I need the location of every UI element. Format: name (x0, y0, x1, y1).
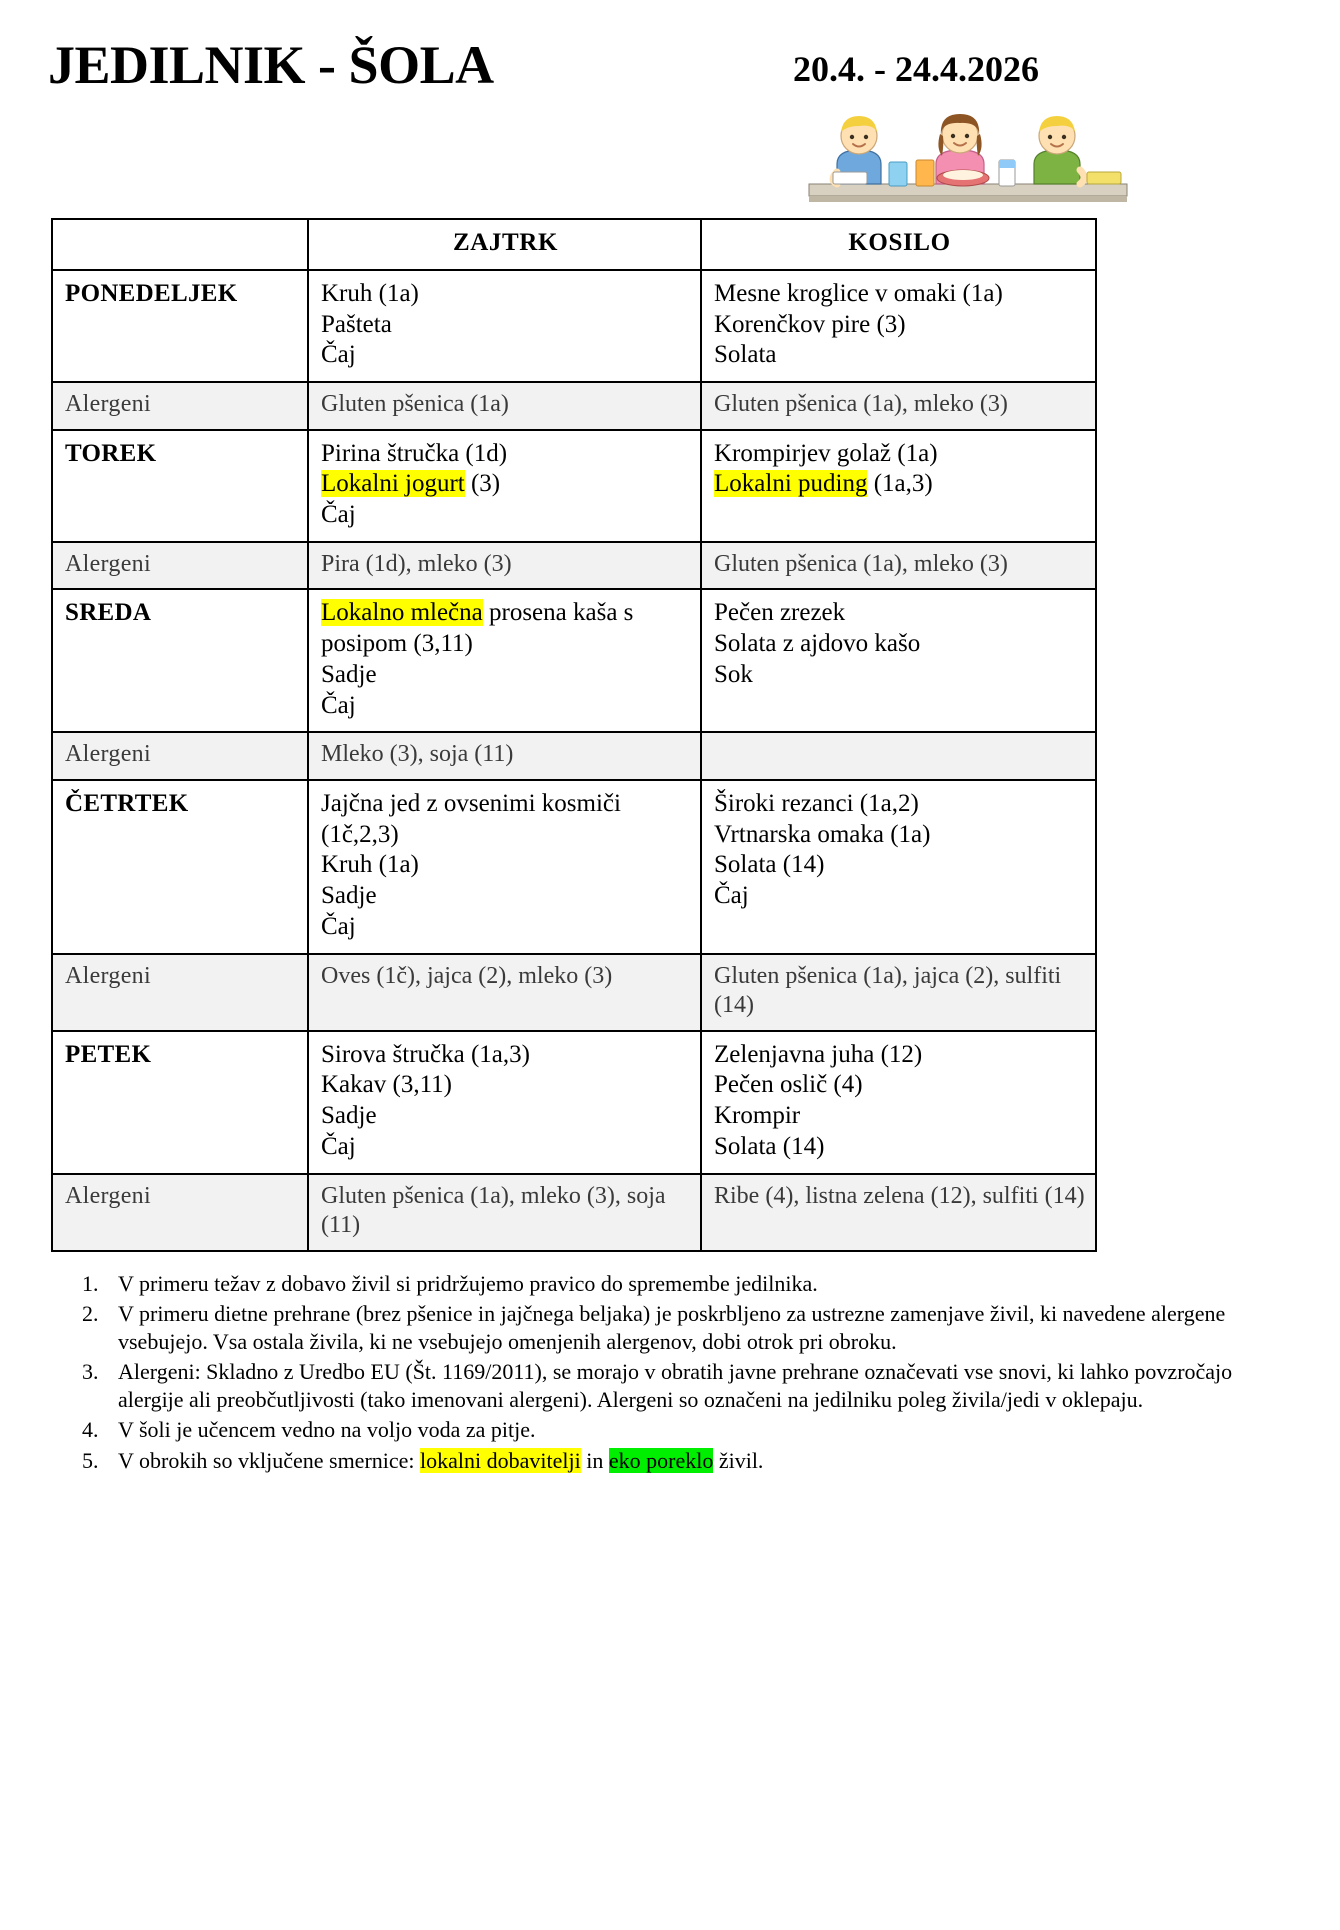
page-title: JEDILNIK - ŠOLA (48, 35, 494, 95)
menu-line: Pašteta (321, 310, 392, 338)
menu-line-rest: (1a,3) (867, 470, 933, 498)
table-row (52, 270, 1096, 382)
allergens-breakfast: Mleko (3), soja (11) (308, 732, 701, 780)
table-row (52, 430, 1096, 542)
day-label: PONEDELJEK (52, 270, 308, 382)
menu-line: Korenčkov pire (3) (714, 310, 906, 338)
menu-line: Čaj (714, 882, 749, 910)
table-row (52, 780, 1096, 954)
breakfast-cell (308, 270, 701, 382)
lunch-cell (701, 270, 1096, 382)
menu-line: Široki rezanci (1a,2) (714, 789, 919, 817)
menu-line: Kruh (1a) (321, 279, 419, 307)
menu-line: Sadje (321, 660, 377, 688)
note-item: 1. V primeru težav z dobavo živil si pridržujemo pravico do spremembe jedilnika. (104, 1270, 1290, 1298)
menu-line-highlighted (321, 469, 690, 500)
menu-line: Sirova štručka (1a,3) (321, 1040, 530, 1068)
allergens-lunch: Ribe (4), listna zelena (12), sulfiti (14) (701, 1174, 1096, 1251)
allergens-label: Alergeni (52, 732, 308, 780)
document-header (48, 18, 1300, 218)
menu-line: Krompir (714, 1102, 801, 1130)
menu-line-rest: (3) (464, 470, 501, 498)
breakfast-cell (308, 1031, 701, 1174)
menu-line: Čaj (321, 691, 356, 719)
menu-line-rest: prosena kaša s posipom (3,11) (321, 599, 634, 658)
lunch-cell (701, 430, 1096, 542)
allergens-row (52, 1174, 1096, 1251)
allergens-breakfast: Oves (1č), jajca (2), mleko (3) (308, 954, 701, 1031)
day-label: TOREK (52, 430, 308, 542)
menu-line: Solata (714, 341, 777, 369)
allergens-breakfast: Pira (1d), mleko (3) (308, 542, 701, 590)
note-item: 3. Alergeni: Skladno z Uredbo EU (Št. 1169/2011), se morajo v obratih javne prehrane označevati vse snovi, ki lahko povzročajo alergije ali preobčutljivosti (tako imenovani alergeni). Alergeni so označeni na jedilniku poleg živila/jedi v oklepaju. (104, 1358, 1290, 1414)
menu-line: Sadje (321, 882, 377, 910)
lunch-cell (701, 780, 1096, 954)
menu-line: Krompirjev golaž (1a) (714, 439, 938, 467)
allergens-breakfast: Gluten pšenica (1a), mleko (3), soja (11) (308, 1174, 701, 1251)
menu-line: Čaj (321, 501, 356, 529)
day-label: SREDA (52, 589, 308, 732)
menu-line: Pečen oslič (4) (714, 1071, 863, 1099)
note-middle-text: in (580, 1447, 609, 1473)
menu-line: Pirina štručka (1d) (321, 439, 508, 467)
menu-line: Čaj (321, 341, 356, 369)
allergens-row (52, 382, 1096, 430)
menu-line: Mesne kroglice v omaki (1a) (714, 279, 1003, 307)
allergens-lunch (701, 732, 1096, 780)
menu-line: Kakav (3,11) (321, 1071, 452, 1099)
menu-line: Pečen zrezek (714, 599, 846, 627)
note-item-highlighted (104, 1447, 1290, 1475)
allergens-label: Alergeni (52, 542, 308, 590)
menu-line-highlighted (714, 469, 1085, 500)
allergens-breakfast: Gluten pšenica (1a) (308, 382, 701, 430)
breakfast-cell (308, 589, 701, 732)
allergens-label: Alergeni (52, 954, 308, 1031)
local-food-highlight: Lokalni puding (714, 470, 868, 498)
weekly-menu-table (51, 218, 1097, 1252)
day-label: ČETRTEK (52, 780, 308, 954)
allergens-row (52, 542, 1096, 590)
note-item: 2. V primeru dietne prehrane (brez pšenice in jajčnega beljaka) je poskrbljeno za ustrezne zamenjave živil, ki navedene alergene vsebujejo. Vsa ostala živila, ki ne vsebujejo omenjenih alergenov, dobi otrok pri obroku. (104, 1300, 1290, 1356)
table-header-row (52, 219, 1096, 270)
notes-list (48, 1270, 1300, 1475)
lunch-cell (701, 1031, 1096, 1174)
local-food-highlight: Lokalni jogurt (321, 470, 465, 498)
eco-origin-highlight: eko poreklo (608, 1447, 714, 1473)
menu-line-highlighted (321, 598, 690, 660)
menu-line: Sok (714, 660, 753, 688)
day-label: PETEK (52, 1031, 308, 1174)
breakfast-cell (308, 430, 701, 542)
menu-line: Vrtnarska omaka (1a) (714, 820, 931, 848)
menu-line: Solata z ajdovo kašo (714, 630, 921, 658)
children-eating-lunch-illustration (803, 106, 1133, 216)
header-corner-blank (52, 219, 308, 270)
table-row (52, 589, 1096, 732)
menu-line: Čaj (321, 912, 356, 940)
header-lunch: KOSILO (701, 219, 1096, 270)
menu-line: Jajčna jed z ovsenimi kosmiči (1č,2,3) (321, 789, 621, 848)
note-item: 4. V šoli je učencem vedno na voljo voda za pitje. (104, 1416, 1290, 1444)
allergens-row (52, 732, 1096, 780)
menu-line: Zelenjavna juha (12) (714, 1040, 923, 1068)
table-row (52, 1031, 1096, 1174)
date-range: 20.4. - 24.4.2026 (793, 49, 1039, 89)
breakfast-cell (308, 780, 701, 954)
note-tail-text: živil. (713, 1447, 764, 1473)
allergens-lunch: Gluten pšenica (1a), jajca (2), sulfiti (14) (701, 954, 1096, 1031)
menu-line: Sadje (321, 1102, 377, 1130)
lunch-cell (701, 589, 1096, 732)
allergens-label: Alergeni (52, 382, 308, 430)
local-suppliers-highlight: lokalni dobavitelji (420, 1447, 581, 1473)
header-breakfast: ZAJTRK (308, 219, 701, 270)
note-lead-text: V obrokih so vključene smernice: (118, 1447, 421, 1473)
allergens-lunch: Gluten pšenica (1a), mleko (3) (701, 382, 1096, 430)
local-food-highlight: Lokalno mlečna (321, 599, 483, 627)
menu-line: Kruh (1a) (321, 851, 419, 879)
menu-line: Solata (14) (714, 1132, 825, 1160)
allergens-row (52, 954, 1096, 1031)
allergens-label: Alergeni (52, 1174, 308, 1251)
menu-line: Čaj (321, 1132, 356, 1160)
allergens-lunch: Gluten pšenica (1a), mleko (3) (701, 542, 1096, 590)
menu-line: Solata (14) (714, 851, 825, 879)
